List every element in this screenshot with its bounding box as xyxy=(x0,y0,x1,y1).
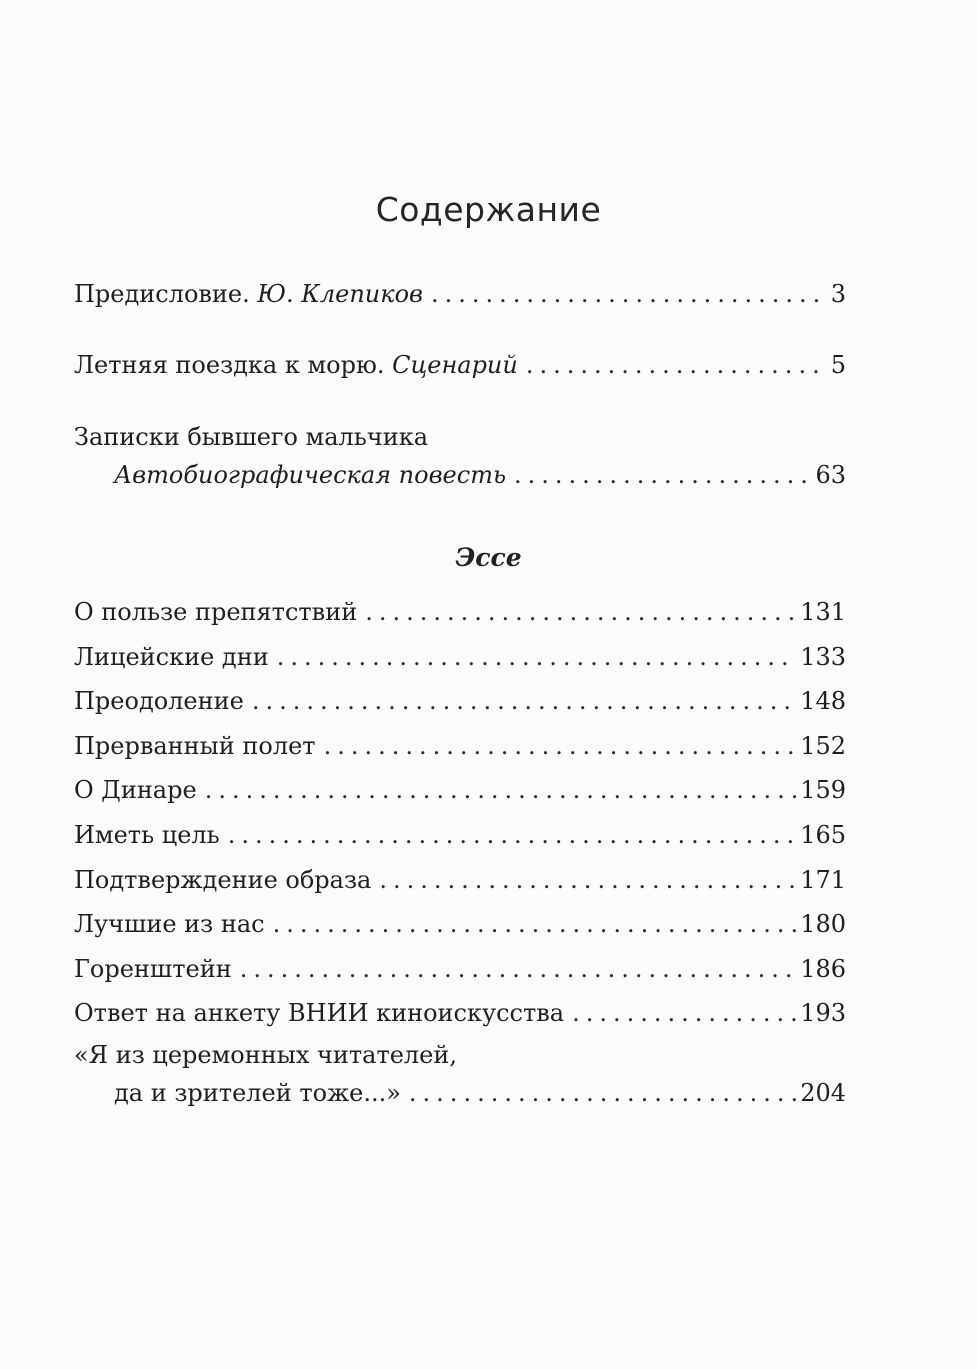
dot-leader xyxy=(365,597,796,627)
essay-list xyxy=(74,597,846,1043)
entry-subtitle: Автобиографическая повесть xyxy=(114,461,507,489)
page-number: 3 xyxy=(830,280,846,308)
dot-leader xyxy=(572,998,796,1028)
dot-leader xyxy=(431,279,827,309)
dot-leader xyxy=(324,731,797,761)
page-number: 171 xyxy=(800,865,846,894)
page-number: 152 xyxy=(800,731,846,760)
page-number: 193 xyxy=(800,999,846,1028)
dot-leader xyxy=(228,820,796,850)
entry-title: Лучшие из нас xyxy=(74,910,265,939)
page-number: 5 xyxy=(830,351,846,379)
dot-leader xyxy=(273,909,797,939)
entry-title: Предисловие. Ю. Клепиков xyxy=(74,280,423,308)
entry-title: О пользе препятствий xyxy=(74,598,358,626)
dot-leader xyxy=(277,642,796,672)
dot-leader xyxy=(409,1078,796,1108)
entry-title: «Я из церемонных читателей, xyxy=(74,1041,457,1069)
dot-leader xyxy=(252,686,796,716)
toc-entry-screenplay xyxy=(74,350,846,380)
page-number: 180 xyxy=(800,910,846,939)
page-number: 131 xyxy=(800,598,846,626)
toc-entry xyxy=(74,731,846,776)
page-number: 148 xyxy=(800,687,846,716)
toc-entry xyxy=(74,775,846,820)
toc-entry-last xyxy=(74,1040,846,1108)
entry-title: Записки бывшего мальчика xyxy=(74,423,429,451)
dot-leader xyxy=(205,775,797,805)
page-number: 204 xyxy=(800,1079,846,1107)
entry-title: Иметь цель xyxy=(74,820,220,849)
page-number: 165 xyxy=(800,820,846,849)
page-number: 159 xyxy=(800,776,846,805)
entry-title: Подтверждение образа xyxy=(74,865,372,894)
entry-title: Ответ на анкету ВНИИ киноискусства xyxy=(74,999,565,1028)
toc-entry xyxy=(74,954,846,999)
dot-leader xyxy=(526,350,827,380)
page-number: 63 xyxy=(815,461,846,489)
dot-leader xyxy=(379,865,796,895)
toc-entry xyxy=(74,597,846,642)
entry-title: Преодоление xyxy=(74,687,244,716)
toc-entry xyxy=(74,642,846,687)
toc-entry xyxy=(74,686,846,731)
entry-title: Летняя поездка к морю. Сценарий xyxy=(74,351,518,379)
toc-entry-preface xyxy=(74,279,846,309)
section-heading: Эссе xyxy=(455,543,522,572)
page-number: 133 xyxy=(800,642,846,671)
toc-entry-memoir xyxy=(74,422,846,490)
toc-entry xyxy=(74,909,846,954)
page-number: 186 xyxy=(800,954,846,983)
dot-leader xyxy=(514,460,811,490)
entry-title: О Динаре xyxy=(74,776,197,805)
entry-title-continued: да и зрителей тоже...» xyxy=(114,1079,401,1107)
toc-entry xyxy=(74,865,846,910)
toc-entry xyxy=(74,998,846,1043)
page-title: Содержание xyxy=(375,190,602,229)
dot-leader xyxy=(240,954,797,984)
entry-title: Горенштейн xyxy=(74,954,232,983)
entry-title: Прерванный полет xyxy=(74,731,316,760)
toc-entry xyxy=(74,820,846,865)
entry-title: Лицейские дни xyxy=(74,642,269,671)
